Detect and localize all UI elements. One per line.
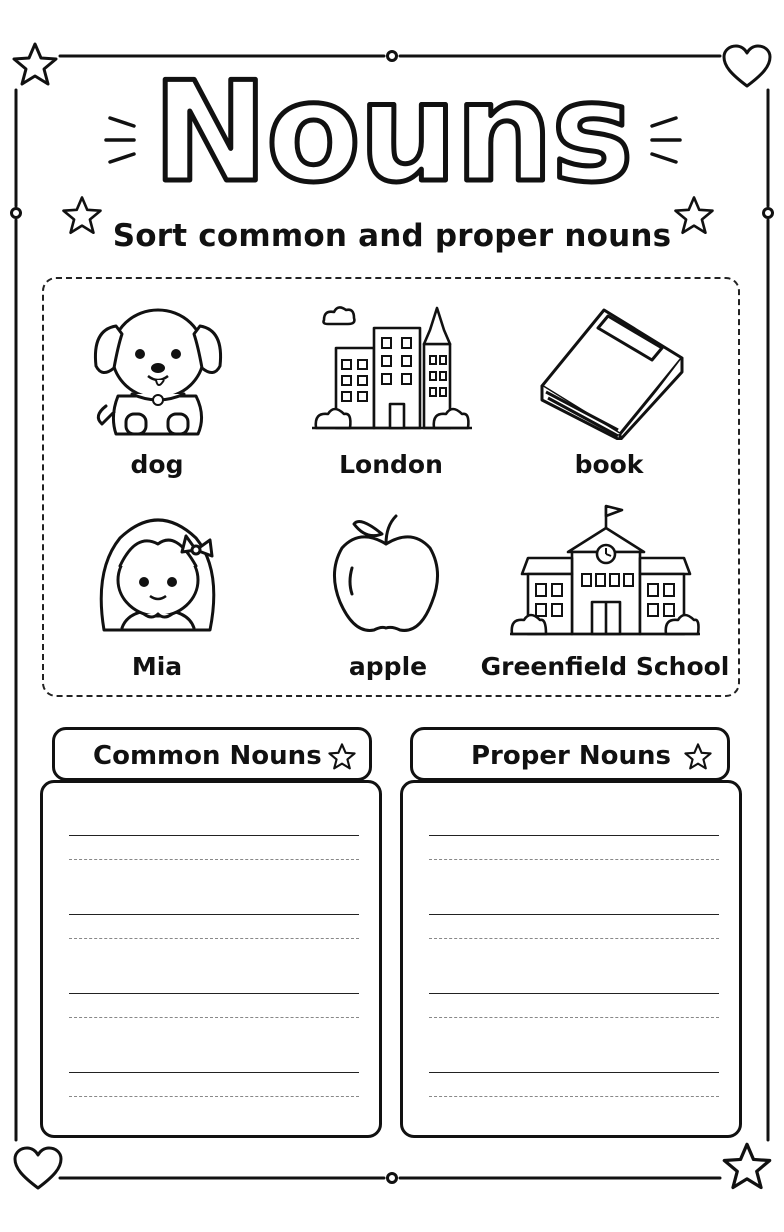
common-nouns-heading: Common Nouns <box>93 741 322 771</box>
writing-line <box>429 1072 719 1073</box>
writing-line <box>429 914 719 915</box>
picture-label-london: London <box>339 450 443 479</box>
heart-icon <box>12 1146 64 1192</box>
star-icon <box>720 1140 774 1194</box>
star-icon <box>327 742 357 772</box>
girl-icon <box>88 510 228 638</box>
guide-line <box>429 1096 719 1097</box>
school-icon <box>510 498 700 638</box>
book-icon <box>532 300 688 440</box>
guide-line <box>429 938 719 939</box>
proper-nouns-writing-area[interactable] <box>400 780 742 1138</box>
writing-line <box>69 1072 359 1073</box>
guide-line <box>69 859 359 860</box>
picture-label-dog: dog <box>130 450 184 479</box>
writing-line <box>69 835 359 836</box>
sparkle-lines-icon <box>636 110 686 170</box>
picture-label-apple: apple <box>348 652 428 681</box>
apple-icon <box>330 508 442 638</box>
writing-line <box>429 835 719 836</box>
writing-line <box>429 993 719 994</box>
common-nouns-writing-area[interactable] <box>40 780 382 1138</box>
picture-label-mia: Mia <box>131 652 183 681</box>
sparkle-lines-icon <box>100 110 150 170</box>
guide-line <box>69 938 359 939</box>
dog-icon <box>88 296 228 441</box>
svg-text:Nouns: Nouns <box>152 68 632 198</box>
guide-line <box>69 1096 359 1097</box>
picture-label-book: book <box>574 450 644 479</box>
guide-line <box>429 1017 719 1018</box>
star-icon <box>10 40 60 90</box>
guide-line <box>69 1017 359 1018</box>
proper-nouns-heading: Proper Nouns <box>471 741 671 771</box>
picture-label-school: Greenfield School <box>480 652 730 681</box>
guide-line <box>429 859 719 860</box>
city-skyline-icon <box>312 300 472 435</box>
writing-line <box>69 914 359 915</box>
writing-line <box>69 993 359 994</box>
star-icon <box>683 742 713 772</box>
heart-icon <box>721 44 773 90</box>
page-title <box>150 68 634 198</box>
proper-nouns-heading-tab <box>410 727 730 781</box>
common-nouns-heading-tab <box>52 727 372 781</box>
subtitle: Sort common and proper nouns <box>112 218 672 254</box>
